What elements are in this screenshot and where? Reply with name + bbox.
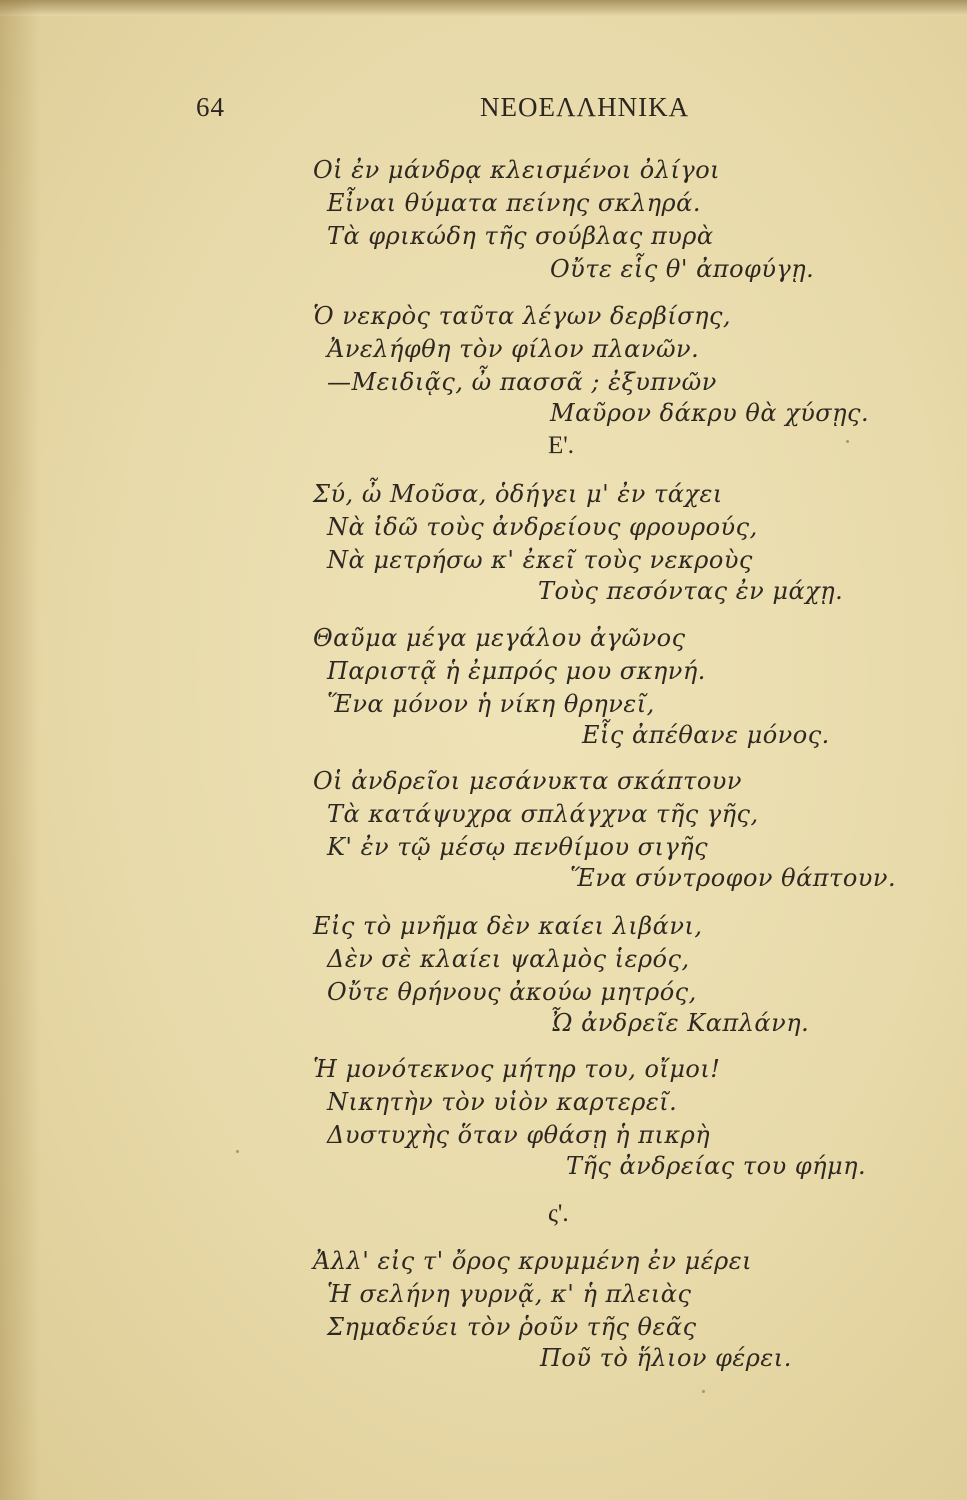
running-head: ΝΕΟΕΛΛΗΝΙΚΑ [480,92,690,122]
poem-line: Ἡ σελήνη γυρνᾷ, κ' ἡ πλειὰς [327,1280,692,1308]
page-top-edge [0,0,967,16]
poem-line: Ἕνα μόνον ἡ νίκη θρηνεῖ, [327,690,655,718]
poem-line: Ἀλλ' εἰς τ' ὄρος κρυμμένη ἐν μέρει [313,1247,753,1275]
poem-line: Οἱ ἐν μάνδρᾳ κλεισμένοι ὀλίγοι [313,156,721,184]
poem-line: Ποῦ τὸ ἥλιον φέρει. [540,1344,792,1372]
poem-line: Τὰ φρικώδη τῆς σούβλας πυρὰ [327,222,714,250]
poem-line: Οἱ ἀνδρεῖοι μεσάνυκτα σκάπτουν [313,767,742,795]
poem-line: Θαῦμα μέγα μεγάλου ἀγῶνος [313,624,686,652]
poem-line: Οὔτε θρήνους ἀκούω μητρός, [327,978,697,1006]
poem-line: Εἶναι θύματα πείνης σκληρά. [327,189,701,217]
poem-line: Δυστυχὴς ὅταν φθάσῃ ἡ πικρὴ [327,1121,711,1149]
poem-line: Νὰ μετρήσω κ' ἐκεῖ τοὺς νεκροὺς [327,546,753,574]
poem-line: Ἕνα σύντροφον θάπτουν. [570,864,897,892]
poem-line: Μαῦρον δάκρυ θὰ χύσῃς. [550,399,870,427]
poem-line: Ἀνελήφθη τὸν φίλον πλανῶν. [327,335,700,363]
poem-line: Τὰ κατάψυχρα σπλάγχνα τῆς γῆς, [327,800,759,828]
paper-speck [846,440,849,443]
gutter-shadow [0,0,40,1500]
poem-line: Οὔτε εἷς θ' ἀποφύγῃ. [550,255,815,283]
paper-speck [236,1150,239,1153]
section-heading: ς'. [548,1200,569,1227]
poem-line: Τῆς ἀνδρείας του φήμη. [566,1152,867,1180]
section-heading: Ε'. [548,432,575,459]
poem-line: Ἡ μονότεκνος μήτηρ του, οἴμοι! [313,1055,721,1083]
poem-line: Παριστᾷ ἡ ἐμπρός μου σκηνή. [327,657,706,685]
poem-line: Νὰ ἰδῶ τοὺς ἀνδρείους φρουρούς, [327,513,758,541]
page-number: 64 [196,92,225,122]
poem-line: Νικητὴν τὸν υἱὸν καρτερεῖ. [327,1088,678,1116]
poem-line: —Μειδιᾷς, ὦ πασσᾶ ; ἐξυπνῶν [327,368,717,396]
paper-speck [702,1390,705,1393]
poem-line: Ὁ νεκρὸς ταῦτα λέγων δερβίσης, [313,302,732,330]
poem-line: Σημαδεύει τὸν ῥοῦν τῆς θεᾶς [327,1313,697,1341]
poem-line: Τοὺς πεσόντας ἐν μάχῃ. [538,577,844,605]
poem-line: Εἷς ἀπέθανε μόνος. [582,721,830,749]
poem-line: Δὲν σὲ κλαίει ψαλμὸς ἱερός, [327,945,690,973]
poem-line: Εἰς τὸ μνῆμα δὲν καίει λιβάνι, [313,912,703,940]
poem-line: Σύ, ὦ Μοῦσα, ὁδήγει μ' ἐν τάχει [313,480,723,508]
poem-line: Κ' ἐν τῷ μέσῳ πενθίμου σιγῆς [327,833,709,861]
poem-line: Ὦ ἀνδρεῖε Καπλάνη. [550,1009,810,1037]
